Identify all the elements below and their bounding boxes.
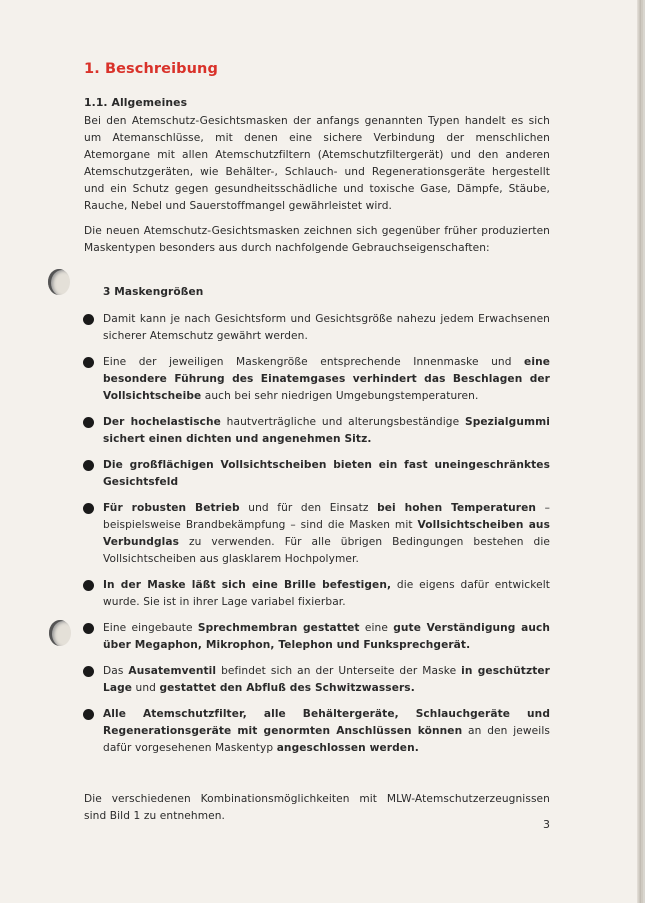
feature-text-bold: Für robusten Betrieb <box>103 502 240 514</box>
feature-text-bold: Die großflächigen Vollsichtscheiben bieten ein fast uneingeschränktes Gesichtsfeld <box>103 459 550 488</box>
feature-item <box>103 663 550 697</box>
properties-paragraph: Die neuen Atemschutz-Gesichtsmasken zeichnen sich gegenüber früher produzierten Maskentypen besonders aus durch nachfolgende Gebrauchseigenschaften: <box>84 225 550 254</box>
bullet-icon <box>83 357 94 368</box>
feature-text-bold: gestattet den Abfluß des Schwitzwassers. <box>159 682 415 694</box>
bullet-icon <box>83 314 94 325</box>
feature-text: – beispielsweise Brandbekämpfung – sind die Masken mit <box>103 502 550 531</box>
feature-text-bold: Spezialgummi sichert einen dichten und angenehmen Sitz. <box>103 416 550 445</box>
punch-hole-top <box>48 269 70 295</box>
bullet-icon <box>83 460 94 471</box>
bullet-icon <box>83 666 94 677</box>
feature-text-bold: in geschützter Lage <box>103 665 550 694</box>
page-edge <box>637 0 641 903</box>
feature-text: Eine eingebaute <box>103 622 198 634</box>
feature-text-bold: Sprechmembran gestattet <box>197 622 360 634</box>
feature-item <box>103 577 550 611</box>
feature-item <box>103 457 550 491</box>
feature-item <box>103 620 550 654</box>
feature-text-bold: Der hochelastische <box>103 416 221 428</box>
intro-paragraph: Bei den Atemschutz-Gesichtsmasken der anfangs genannten Typen handelt es sich um Atemanschlüsse, mit denen eine sichere Verbindung der menschlichen Atemorgane mit allen Atemschutzfiltern (Atemschutzfiltergerät) und den anderen Atemschutzgeräten, wie Behälter-, Schlauch- und Regenerationsgeräte hergestellt und ein Schutz gegen gesundheitsschädliche und toxische Gase, Dämpfe, Stäube, Rauche, Nebel und Sauerstoffmangel gewährleistet wird. <box>84 115 550 212</box>
bullet-icon <box>83 417 94 428</box>
feature-text: die eigens dafür entwickelt wurde. Sie ist in ihrer Lage variabel fixierbar. <box>103 579 550 608</box>
feature-text-bold: In der Maske läßt sich eine Brille befestigen, <box>103 579 392 591</box>
feature-text-bold: eine besondere Führung des Einatemgases verhindert das Beschlagen der Vollsichtscheibe <box>103 356 550 402</box>
mask-sizes-heading: 3 Maskengrößen <box>103 286 204 298</box>
punch-hole-bottom <box>49 620 71 646</box>
feature-text: auch bei sehr niedrigen Umgebungstemperaturen. <box>201 390 479 402</box>
bullet-icon <box>83 503 94 514</box>
feature-text-bold: Alle Atemschutzfilter, alle Behältergeräte, Schlauchgeräte und Regenerationsgeräte mit genormten Anschlüssen können <box>103 708 550 737</box>
feature-item <box>103 706 550 757</box>
feature-text: befindet sich an der Unterseite der Maske <box>216 665 462 677</box>
feature-text: eine <box>359 622 394 634</box>
feature-item <box>103 500 550 568</box>
feature-item <box>103 311 550 345</box>
page-content <box>84 58 550 825</box>
feature-text: zu verwenden. Für alle übrigen Bedingungen bestehen die Vollsichtscheiben aus glasklarem Hochpolymer. <box>103 536 550 565</box>
page-number: 3 <box>543 818 550 831</box>
bullet-icon <box>83 623 94 634</box>
feature-text: Damit kann je nach Gesichtsform und Gesichtsgröße nahezu jedem Erwachsenen sicherer Atemschutz gewährt werden. <box>103 313 550 342</box>
bullet-icon <box>83 580 94 591</box>
feature-text: und für den Einsatz <box>239 502 378 514</box>
feature-text-bold: gute Verständigung auch über Megaphon, Mikrophon, Telephon und Funksprechgerät. <box>103 622 550 651</box>
feature-text-bold: angeschlossen werden. <box>276 742 419 754</box>
feature-text-bold: Vollsichtscheiben aus Verbundglas <box>103 519 550 548</box>
feature-list <box>84 311 550 757</box>
feature-text: Das <box>103 665 129 677</box>
feature-text: und <box>132 682 160 694</box>
feature-item <box>103 354 550 405</box>
closing-paragraph: Die verschiedenen Kombinationsmöglichkeiten mit MLW-Atemschutzerzeugnissen sind Bild 1 zu entnehmen. <box>84 793 550 822</box>
subsection-title: 1.1. Allgemeines <box>84 96 188 109</box>
feature-text: hautverträgliche und alterungsbeständige <box>220 416 465 428</box>
feature-text: an den jeweils dafür vorgesehenen Maskentyp <box>103 725 550 754</box>
bullet-icon <box>83 709 94 720</box>
feature-text-bold: Ausatemventil <box>128 665 217 677</box>
feature-text: Eine der jeweiligen Maskengröße entsprechende Innenmaske und <box>103 356 525 368</box>
feature-text-bold: bei hohen Temperaturen <box>377 502 537 514</box>
section-title: 1. Beschreibung <box>84 61 218 77</box>
feature-item <box>103 414 550 448</box>
